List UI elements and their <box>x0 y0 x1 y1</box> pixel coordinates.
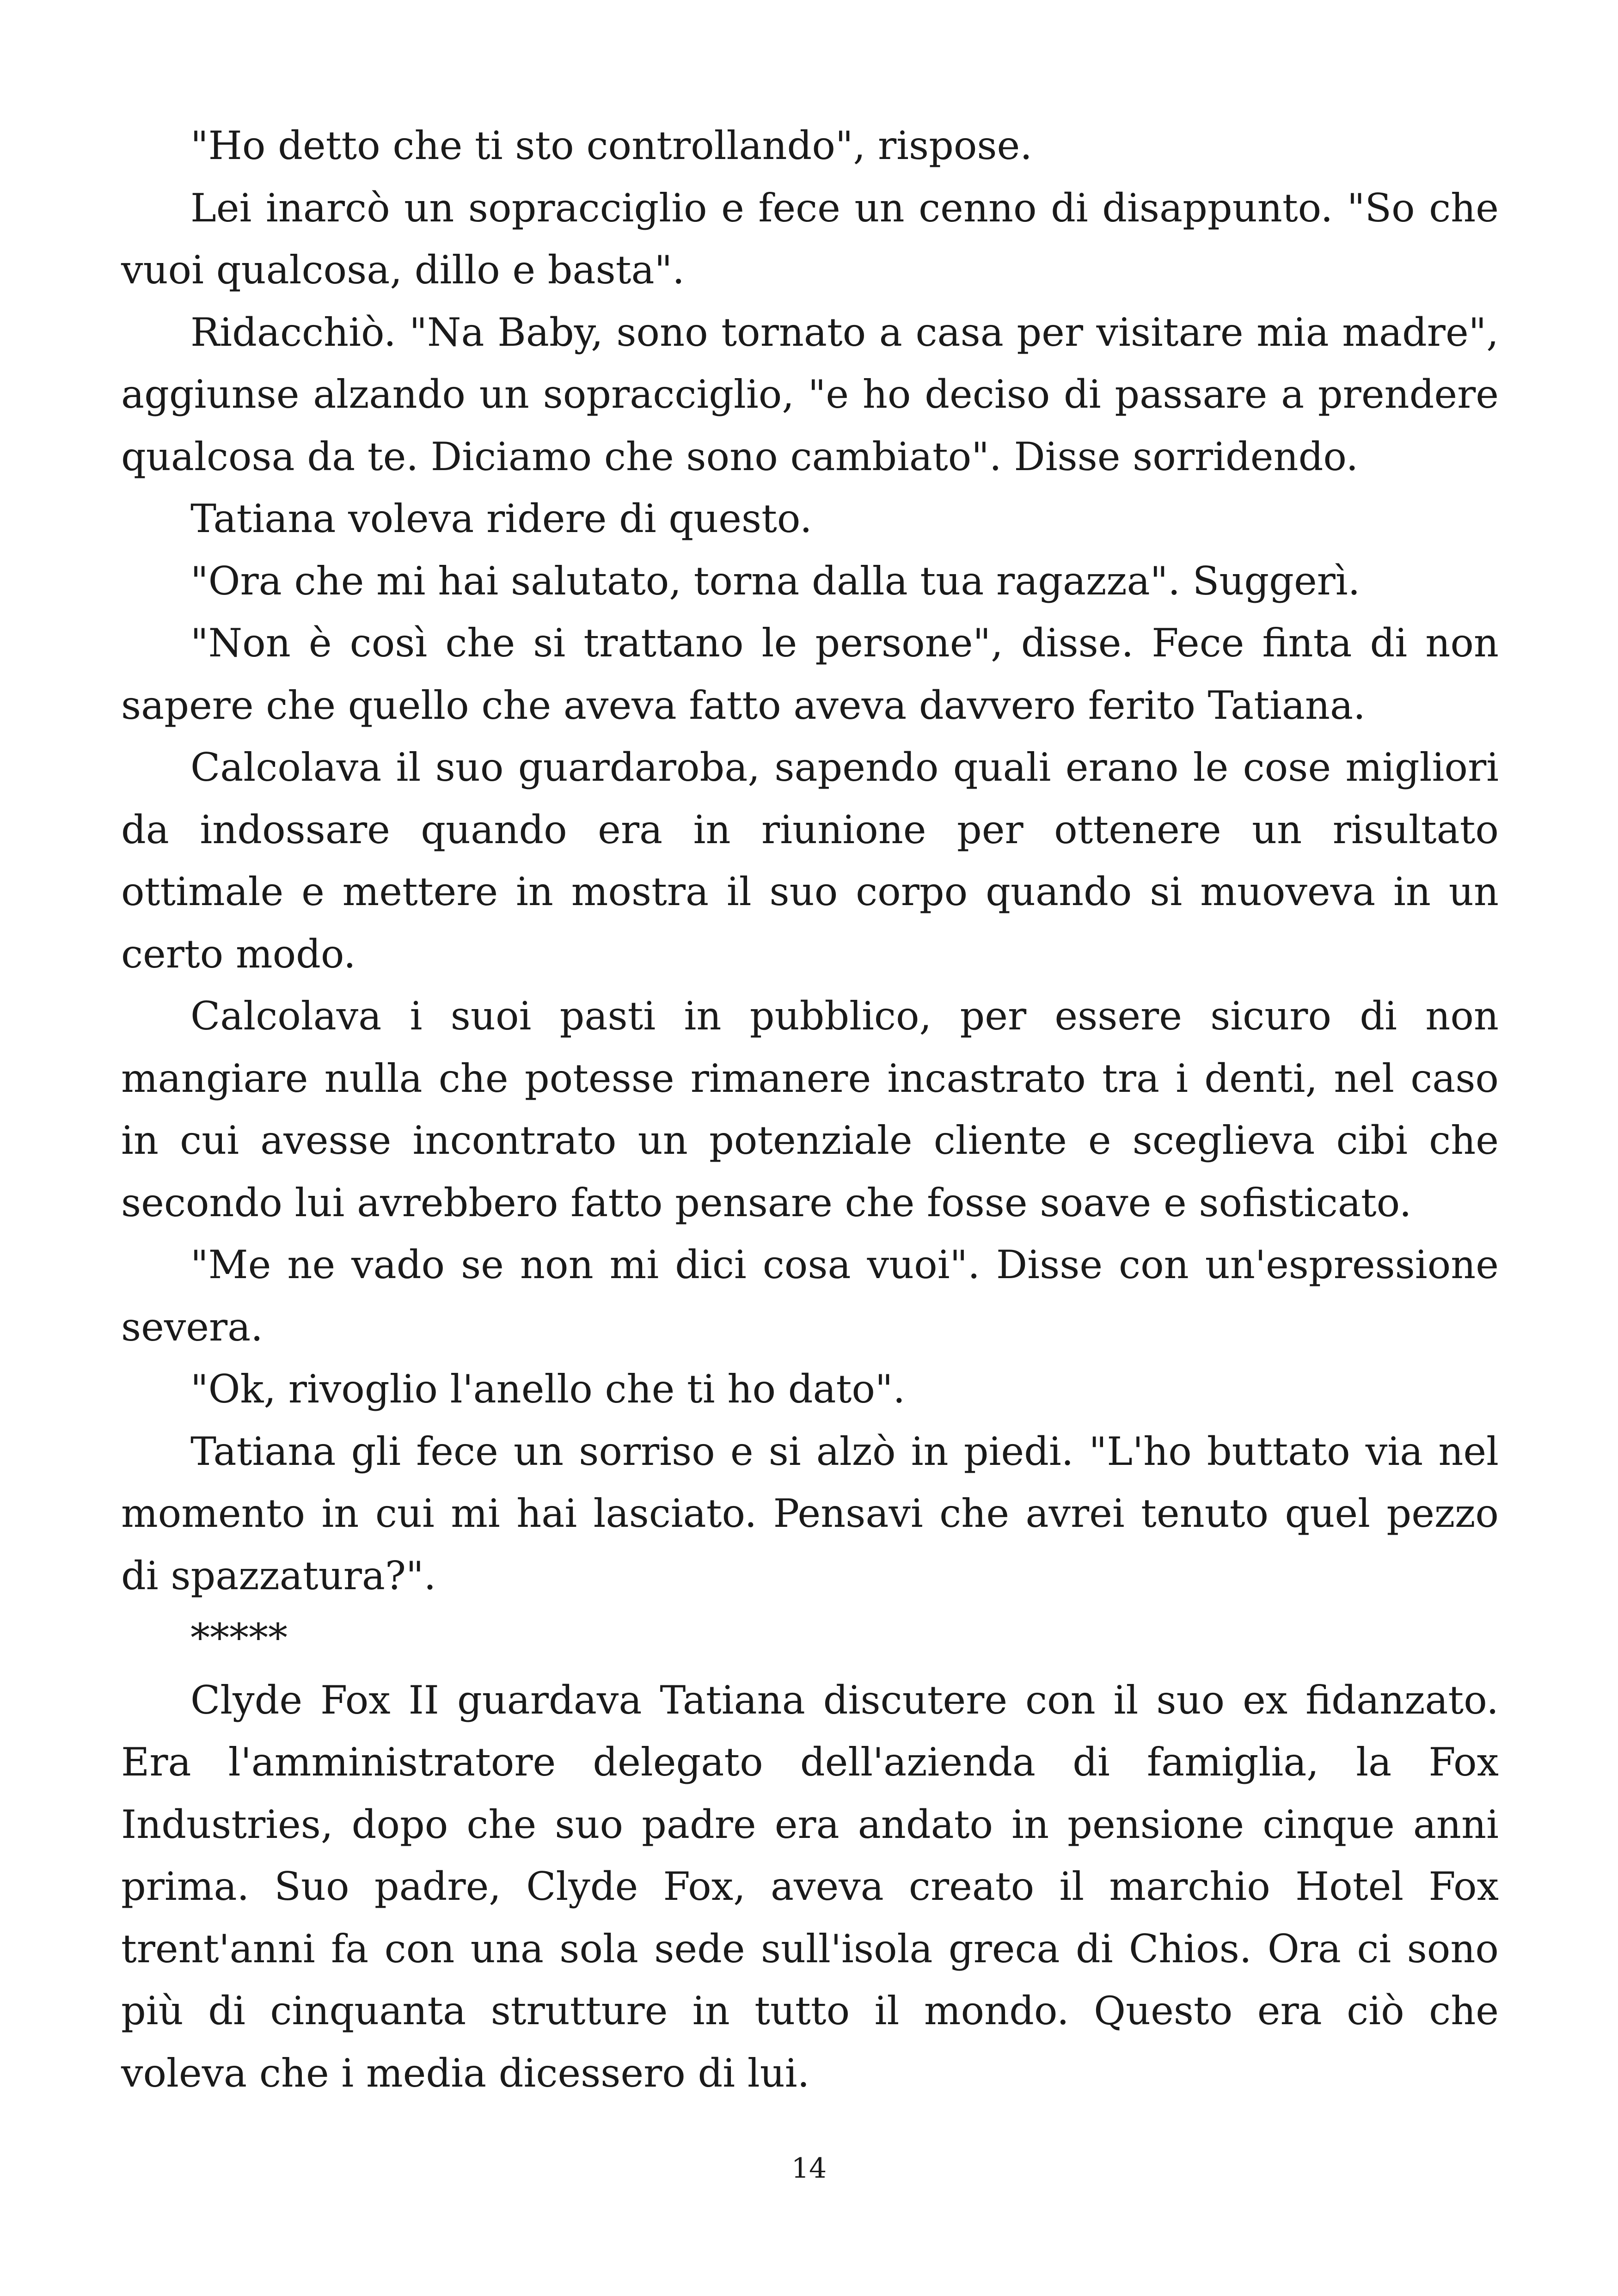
paragraph: "Non è così che si trattano le persone", disse. Fece finta di non sapere che quello che aveva fatto aveva davvero ferito Tatiana. <box>121 620 1499 728</box>
paragraph: Calcolava i suoi pasti in pubblico, per essere sicuro di non mangiare nulla che potesse rimanere incastrato tra i denti, nel caso in cui avesse incontrato un potenziale cliente e sceglieva cibi che secondo lui avrebbero fatto pensare che fosse soave e sofisticato. <box>121 993 1499 1225</box>
paragraph: "Ho detto che ti sto controllando", rispose. <box>190 123 1032 168</box>
paragraph: Calcolava il suo guardaroba, sapendo quali erano le cose migliori da indossare quando era in riunione per ottenere un risultato ottimale e mettere in mostra il suo corpo quando si muoveva in un certo modo. <box>121 745 1499 977</box>
body-text <box>121 115 1499 2104</box>
paragraph: Lei inarcò un sopracciglio e fece un cenno di disappunto. "So che vuoi qualcosa, dillo e basta". <box>121 185 1499 293</box>
paragraph: Tatiana gli fece un sorriso e si alzò in piedi. "L'ho buttato via nel momento in cui mi hai lasciato. Pensavi che avrei tenuto quel pezzo di spazzatura?". <box>121 1428 1499 1598</box>
paragraph: Tatiana voleva ridere di questo. <box>190 496 812 541</box>
paragraph: Ridacchiò. "Na Baby, sono tornato a casa per visitare mia madre", aggiunse alzando un sopracciglio, "e ho deciso di passare a prendere qualcosa da te. Diciamo che sono cambiato". Disse sorridendo. <box>121 309 1499 479</box>
paragraph: "Me ne vado se non mi dici cosa vuoi". Disse con un'espressione severa. <box>121 1242 1499 1350</box>
paragraph: "Ok, rivoglio l'anello che ti ho dato". <box>190 1366 906 1412</box>
scene-break: ***** <box>190 1615 288 1660</box>
paragraph: Clyde Fox II guardava Tatiana discutere con il suo ex fidanzato. Era l'amministratore delegato dell'azienda di famiglia, la Fox Industries, dopo che suo padre era andato in pensione cinque anni prima. Suo padre, Clyde Fox, aveva creato il marchio Hotel Fox trent'anni fa con una sola sede sull'isola greca di Chios. Ora ci sono più di cinquanta strutture in tutto il mondo. Questo era ciò che voleva che i media dicessero di lui. <box>121 1677 1499 2096</box>
page-number: 14 <box>791 2152 827 2185</box>
paragraph: "Ora che mi hai salutato, torna dalla tua ragazza". Suggerì. <box>190 558 1361 604</box>
